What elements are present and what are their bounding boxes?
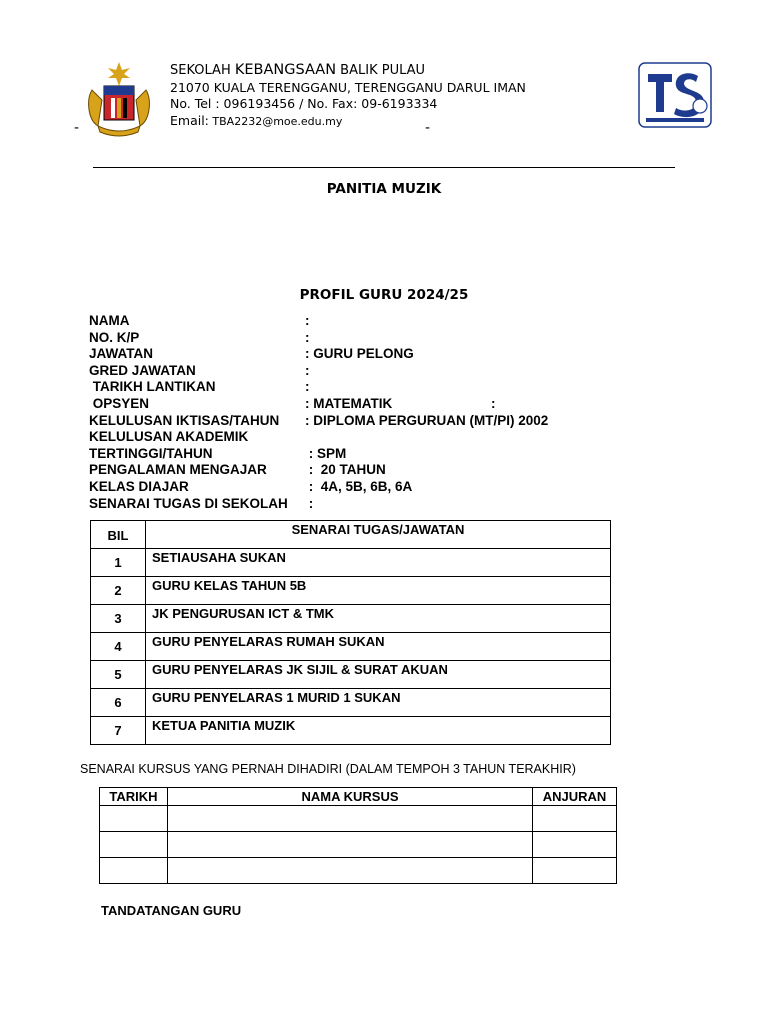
table-cell[interactable] <box>168 858 533 884</box>
header-anjuran: ANJURAN <box>533 788 617 806</box>
header-divider <box>93 167 675 168</box>
table-cell[interactable] <box>100 832 168 858</box>
school-name: SEKOLAH KEBANGSAAN BALIK PULAU <box>170 62 426 78</box>
table-row: 2 GURU KELAS TAHUN 5B <box>91 577 611 605</box>
table-row: 1 SETIAUSAHA SUKAN <box>91 549 611 577</box>
table-row <box>100 806 617 832</box>
header-tarikh: TARIKH <box>100 788 168 806</box>
table-cell[interactable] <box>168 832 533 858</box>
email-link[interactable]: TBA2232@moe.edu.my <box>208 114 343 128</box>
header-dash-right: - <box>425 120 431 136</box>
kursus-header-row <box>100 788 617 806</box>
school-header <box>170 62 526 130</box>
table-cell[interactable] <box>533 858 617 884</box>
table-row <box>100 832 617 858</box>
panitia-title: PANITIA MUZIK <box>326 181 442 197</box>
table-row: 6 GURU PENYELARAS 1 MURID 1 SUKAN <box>91 689 611 717</box>
table-cell[interactable] <box>100 806 168 832</box>
table-cell[interactable] <box>100 858 168 884</box>
school-address: 21070 KUALA TERENGGANU, TERENGGANU DARUL IMAN <box>170 79 526 95</box>
table-row: 4 GURU PENYELARAS RUMAH SUKAN <box>91 633 611 661</box>
table-row <box>100 858 617 884</box>
school-email: Email: TBA2232@moe.edu.my <box>170 112 343 128</box>
header-dash-left: - <box>74 120 80 136</box>
tugas-header-row <box>91 521 611 549</box>
kursus-table <box>99 787 617 884</box>
header-bil: BIL <box>91 521 146 549</box>
header-senarai-tugas: SENARAI TUGAS/JAWATAN <box>146 521 611 549</box>
table-row: 5 GURU PENYELARAS JK SIJIL & SURAT AKUAN <box>91 661 611 689</box>
header-nama-kursus: NAMA KURSUS <box>168 788 533 806</box>
table-row: 7 KETUA PANITIA MUZIK <box>91 717 611 745</box>
tugas-table <box>90 520 611 745</box>
school-phone: No. Tel : 096193456 / No. Fax: 09-6193334 <box>170 96 438 111</box>
signature-label: TANDATANGAN GURU <box>101 903 242 918</box>
coat-of-arms-logo <box>84 60 154 140</box>
table-cell[interactable] <box>533 806 617 832</box>
table-cell[interactable] <box>533 832 617 858</box>
profil-title: PROFIL GURU 2024/25 <box>299 287 469 303</box>
kursus-title: SENARAI KURSUS YANG PERNAH DIHADIRI (DALAM TEMPOH 3 TAHUN TERAKHIR) <box>80 762 576 776</box>
ts25-logo <box>638 62 712 128</box>
table-row: 3 JK PENGURUSAN ICT & TMK <box>91 605 611 633</box>
table-cell[interactable] <box>168 806 533 832</box>
